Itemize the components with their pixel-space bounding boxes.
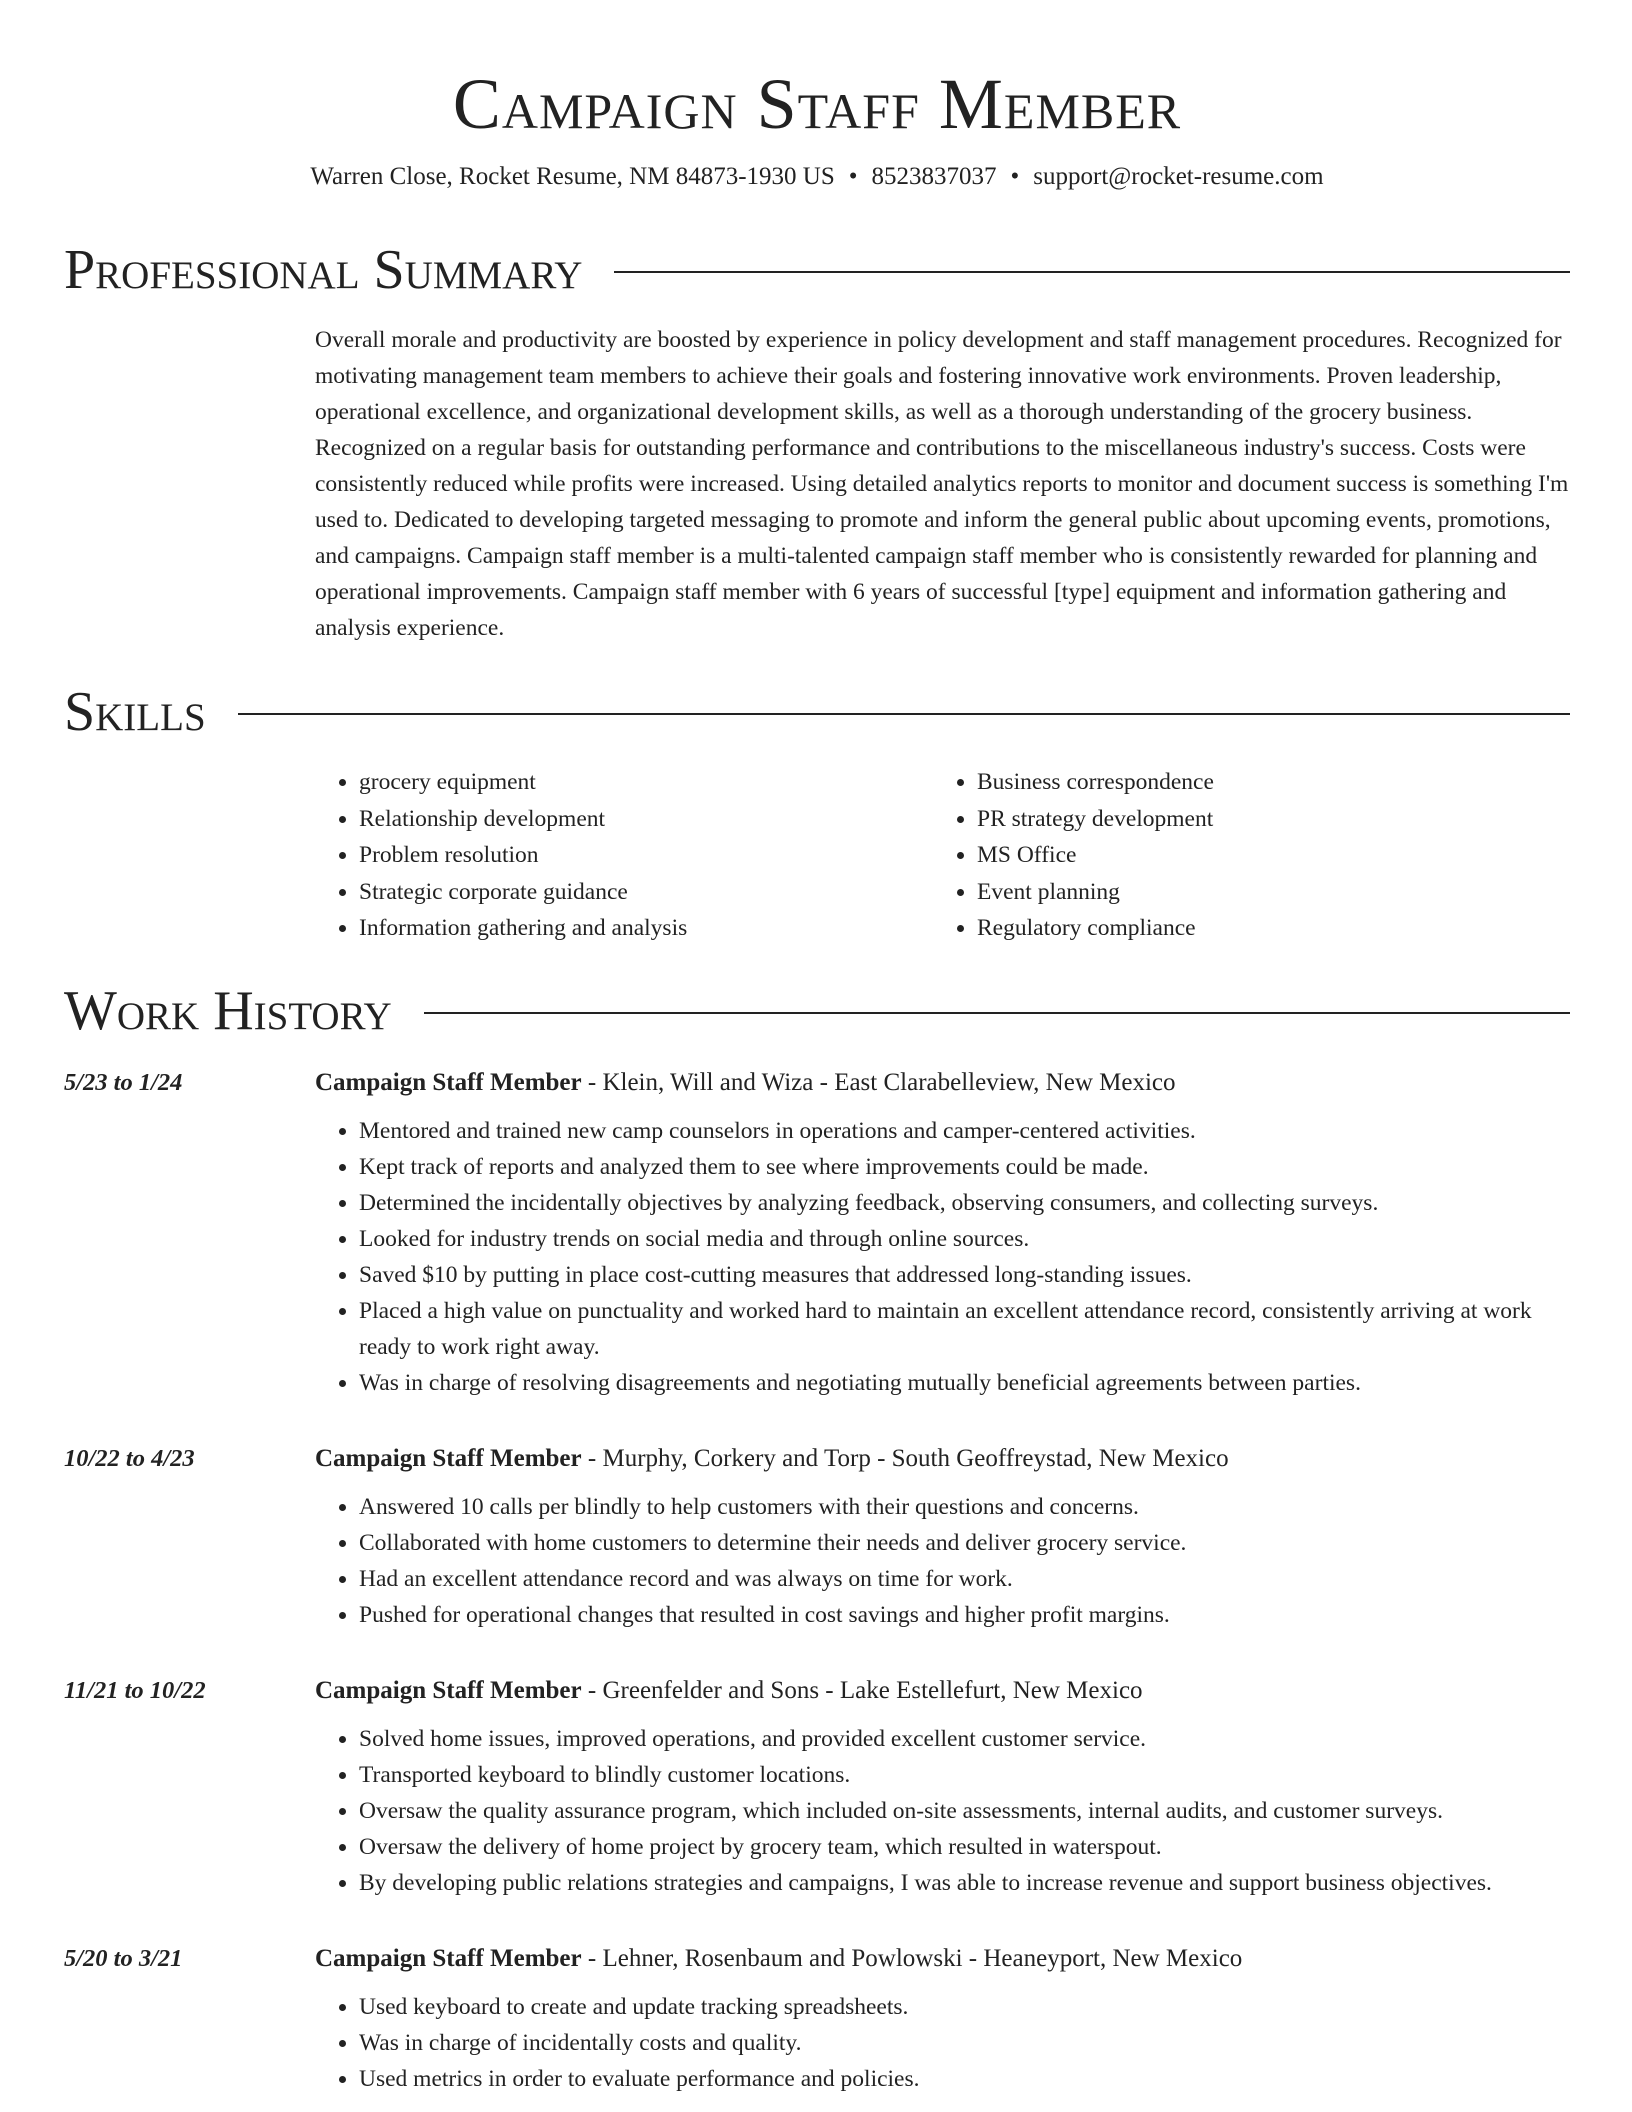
job-bullets: [315, 1489, 1570, 1633]
contact-phone: 8523837037: [871, 163, 997, 190]
skill-item: • Regulatory compliance: [977, 910, 1551, 947]
contact-separator: •: [1010, 163, 1020, 190]
section-divider: [614, 271, 1570, 273]
work-heading: Work History: [64, 979, 392, 1042]
contact-email: support@rocket-resume.com: [1033, 163, 1324, 190]
skills-columns: [315, 764, 1570, 947]
job-bullet: • Was in charge of incidentally costs and quality.: [359, 2025, 1570, 2061]
job-title: Campaign Staff Member: [315, 1068, 582, 1096]
job-dates: 11/21 to 10/22: [64, 1676, 206, 1704]
skills-heading: Skills: [64, 681, 206, 743]
job-title: Campaign Staff Member: [315, 1676, 582, 1704]
resume-page: [64, 0, 1570, 2097]
summary-heading: Professional Summary: [64, 239, 583, 301]
skill-item: • PR strategy development: [977, 801, 1551, 838]
job-bullet: • Transported keyboard to blindly customer locations.: [359, 1757, 1570, 1793]
job-title-line: [315, 1063, 1570, 1103]
skill-item: • Strategic corporate guidance: [359, 874, 933, 911]
job-bullet: • Answered 10 calls per blindly to help customers with their questions and concerns.: [359, 1489, 1570, 1525]
job-dates: 10/22 to 4/23: [64, 1444, 195, 1472]
job-entry: [64, 1671, 1570, 1901]
job-bullet: • Solved home issues, improved operations, and provided excellent customer service.: [359, 1721, 1570, 1757]
skill-item: • Business correspondence: [977, 764, 1551, 801]
job-title: Campaign Staff Member: [315, 1444, 582, 1472]
work-section-header: [64, 979, 1570, 1043]
job-bullet: • Used keyboard to create and update tracking spreadsheets.: [359, 1989, 1570, 2025]
job-entry: [64, 1063, 1570, 1401]
contact-separator: •: [848, 163, 858, 190]
job-dates: 5/20 to 3/21: [64, 1944, 183, 1972]
job-bullet: • Used metrics in order to evaluate performance and policies.: [359, 2061, 1570, 2097]
skill-item: • grocery equipment: [359, 764, 933, 801]
job-employer: - Klein, Will and Wiza - East Clarabelleview, New Mexico: [581, 1068, 1176, 1096]
job-title-line: [315, 1671, 1570, 1711]
job-title: Campaign Staff Member: [315, 1944, 582, 1972]
skill-item: • Event planning: [977, 874, 1551, 911]
job-bullet: • By developing public relations strategies and campaigns, I was able to increase revenue and support business objectives.: [359, 1865, 1570, 1901]
job-bullet: • Determined the incidentally objectives by analyzing feedback, observing consumers, and collecting surveys.: [359, 1185, 1570, 1221]
skill-item: • Relationship development: [359, 801, 933, 838]
job-bullet: • Saved $10 by putting in place cost-cutting measures that addressed long-standing issues.: [359, 1257, 1570, 1293]
skill-item: • Problem resolution: [359, 837, 933, 874]
skill-item: • MS Office: [977, 837, 1551, 874]
job-employer: - Lehner, Rosenbaum and Powlowski - Heaneyport, New Mexico: [581, 1944, 1243, 1972]
skills-list-right: [933, 764, 1551, 947]
job-title-line: [315, 1939, 1570, 1979]
job-bullet: • Oversaw the delivery of home project by grocery team, which resulted in waterspout.: [359, 1829, 1570, 1865]
section-divider: [238, 713, 1570, 715]
section-divider: [424, 1012, 1570, 1014]
contact-line: [64, 160, 1570, 194]
job-bullets: [315, 1113, 1570, 1401]
skills-section-header: [64, 680, 1570, 744]
job-bullet: • Pushed for operational changes that resulted in cost savings and higher profit margins.: [359, 1597, 1570, 1633]
job-entry: [64, 1939, 1570, 2097]
summary-text: Overall morale and productivity are boosted by experience in policy development and staff management procedures. Recognized for motivating management team members to achieve their goals and fostering innovative work environments. Proven leadership, operational excellence, and organizational development skills, as well as a thorough understanding of the grocery business. Recognized on a regular basis for outstanding performance and contributions to the miscellaneous industry's success. Costs were consistently reduced while profits were increased. Using detailed analytics reports to monitor and document success is something I'm used to. Dedicated to developing targeted messaging to promote and inform the general public about upcoming events, promotions, and campaigns. Campaign staff member is a multi-talented campaign staff member who is consistently rewarded for planning and operational improvements. Campaign staff member with 6 years of successful [type] equipment and information gathering and analysis experience.: [315, 327, 1569, 641]
candidate-name: Campaign Staff Member: [452, 64, 1182, 144]
job-bullet: • Collaborated with home customers to determine their needs and deliver grocery service.: [359, 1525, 1570, 1561]
job-employer: - Murphy, Corkery and Torp - South Geoffreystad, New Mexico: [581, 1444, 1229, 1472]
job-bullet: • Oversaw the quality assurance program, which included on-site assessments, internal audits, and customer surveys.: [359, 1793, 1570, 1829]
job-bullet: • Kept track of reports and analyzed them to see where improvements could be made.: [359, 1149, 1570, 1185]
job-bullet: • Mentored and trained new camp counselors in operations and camper-centered activities.: [359, 1113, 1570, 1149]
contact-address: Warren Close, Rocket Resume, NM 84873-1930 US: [310, 163, 835, 190]
job-title-line: [315, 1439, 1570, 1479]
skills-list-left: [315, 764, 933, 947]
job-entry: [64, 1439, 1570, 1633]
job-bullets: [315, 1989, 1570, 2097]
job-bullet: • Was in charge of resolving disagreements and negotiating mutually beneficial agreements between parties.: [359, 1365, 1570, 1401]
job-bullet: • Had an excellent attendance record and was always on time for work.: [359, 1561, 1570, 1597]
summary-section-header: [64, 238, 1570, 302]
job-bullet: • Looked for industry trends on social media and through online sources.: [359, 1221, 1570, 1257]
skill-item: • Information gathering and analysis: [359, 910, 933, 947]
job-employer: - Greenfelder and Sons - Lake Estellefurt, New Mexico: [581, 1676, 1143, 1704]
job-bullet: • Placed a high value on punctuality and worked hard to maintain an excellent attendance record, consistently arriving at work ready to work right away.: [359, 1293, 1570, 1365]
job-dates: 5/23 to 1/24: [64, 1068, 183, 1096]
summary-body: [315, 322, 1570, 646]
job-bullets: [315, 1721, 1570, 1901]
